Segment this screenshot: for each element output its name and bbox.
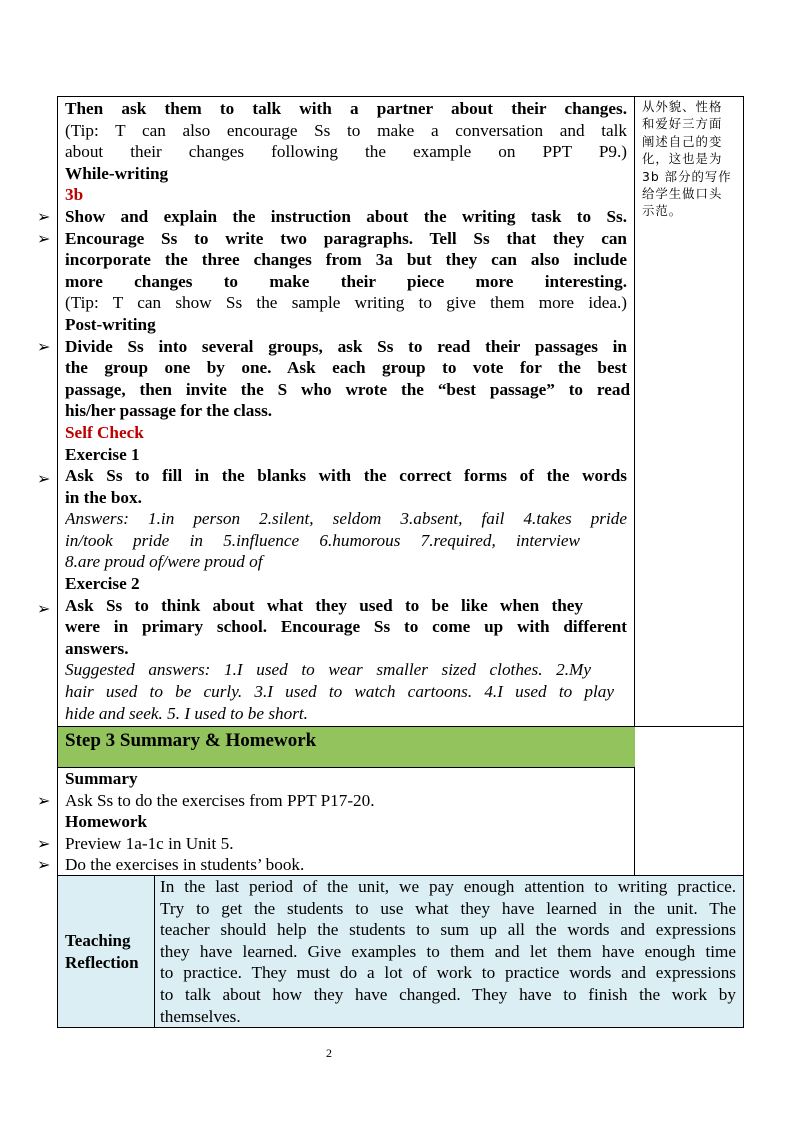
bullet-icon: ➢ [37, 207, 51, 226]
answers-line: hide and seek. 5. I used to be short. [65, 703, 308, 723]
answers-line: Suggested answers: 1.I used to wear smaller sized clothes. 2.My [65, 660, 591, 680]
text-line: in the box. [65, 487, 142, 507]
text-line: Then ask them to talk with a partner about their changes. [65, 99, 627, 118]
bullet-icon: ➢ [37, 469, 51, 488]
text-line: In the last period of the unit, we pay enough attention to writing practice. [160, 877, 736, 896]
reflection-text [160, 876, 736, 1027]
text-line: were in primary school. Encourage Ss to come up with different [65, 617, 627, 637]
bullet-icon: ➢ [37, 229, 51, 248]
note-line: 给学生做口头 [642, 186, 723, 202]
answers-line: Answers: 1.in person 2.silent, seldom 3.absent, fail 4.takes pride [65, 509, 627, 529]
bullet-icon: ➢ [37, 599, 51, 618]
text-line: the group one by one. Ask each group to vote for the best [65, 358, 627, 378]
text-line: Ask Ss to do the exercises from PPT P17-20. [65, 790, 375, 810]
bullet-icon: ➢ [37, 791, 51, 810]
note-line: 化，这也是为 [642, 151, 723, 167]
text-line: to practice. They must do a lot of work to practice words and expressions [160, 963, 736, 983]
text-line: themselves. [160, 1006, 241, 1026]
answers-line: hair used to be curly. 3.I used to watch cartoons. 4.I used to play [65, 682, 614, 702]
section-heading: Exercise 2 [65, 574, 140, 594]
text-line: Ask Ss to think about what they used to be like when they [65, 595, 583, 615]
text-line: Divide Ss into several groups, ask Ss to read their passages in [65, 336, 627, 356]
reflection-label-line: Teaching [65, 931, 131, 950]
section-heading: While-writing [65, 163, 169, 183]
text-line: Ask Ss to fill in the blanks with the correct forms of the words [65, 466, 627, 486]
bullet-icon: ➢ [37, 834, 51, 853]
divider [154, 876, 155, 1028]
text-line: they have learned. Give examples to them and let them have enough time [160, 941, 736, 961]
section-heading: Exercise 1 [65, 444, 140, 464]
text-line: teacher should help the students to sum up all the words and expressions [160, 920, 736, 940]
answers-line: 8.are proud of/were proud of [65, 552, 263, 572]
text-line: Show and explain the instruction about the writing task to Ss. [65, 206, 627, 226]
text-line: Do the exercises in students’ book. [65, 855, 305, 875]
text-line: about their changes following the example on PPT P9.) [65, 142, 627, 162]
teacher-note [642, 98, 738, 220]
text-line: more changes to make their piece more interesting. [65, 271, 627, 291]
text-line: his/her passage for the class. [65, 401, 273, 421]
text-line: passage, then invite the S who wrote the “best passage” to read [65, 379, 630, 399]
text-line: Try to get the students to use what they have learned in the unit. The [160, 898, 736, 918]
section-heading: Summary [65, 769, 138, 788]
note-line: 3b 部分的写作 [642, 168, 732, 184]
section-heading: Post-writing [65, 314, 156, 334]
section-heading: 3b [65, 185, 84, 205]
text-line: Preview 1a-1c in Unit 5. [65, 833, 234, 853]
text-line: to talk about how they have changed. They have to finish the work by [160, 984, 736, 1004]
summary-homework [65, 768, 627, 876]
note-line: 示范。 [642, 203, 683, 219]
reflection-label [65, 930, 139, 974]
procedure-text [65, 98, 630, 724]
text-line: answers. [65, 638, 129, 658]
step-3-header [58, 727, 635, 767]
note-line: 和爱好三方面 [642, 116, 723, 132]
answers-line: in/took pride in 5.influence 6.humorous 7.required, interview [65, 530, 580, 550]
bullet-icon: ➢ [37, 855, 51, 874]
note-line: 从外貌、性格 [642, 99, 723, 114]
reflection-label-line: Reflection [65, 953, 139, 972]
text-line: incorporate the three changes from 3a but they can also include [65, 250, 627, 270]
note-line: 阐述自己的变 [642, 133, 723, 149]
section-heading: Self Check [65, 422, 144, 442]
text-line: Encourage Ss to write two paragraphs. Tell Ss that they can [65, 228, 627, 248]
step-3-title: Step 3 Summary & Homework [65, 730, 317, 751]
text-line: (Tip: T can show Ss the sample writing to give them more idea.) [65, 293, 627, 313]
section-heading: Homework [65, 812, 148, 832]
page-number: 2 [326, 1046, 332, 1060]
bullet-icon: ➢ [37, 337, 51, 356]
text-line: (Tip: T can also encourage Ss to make a conversation and talk [65, 120, 627, 140]
